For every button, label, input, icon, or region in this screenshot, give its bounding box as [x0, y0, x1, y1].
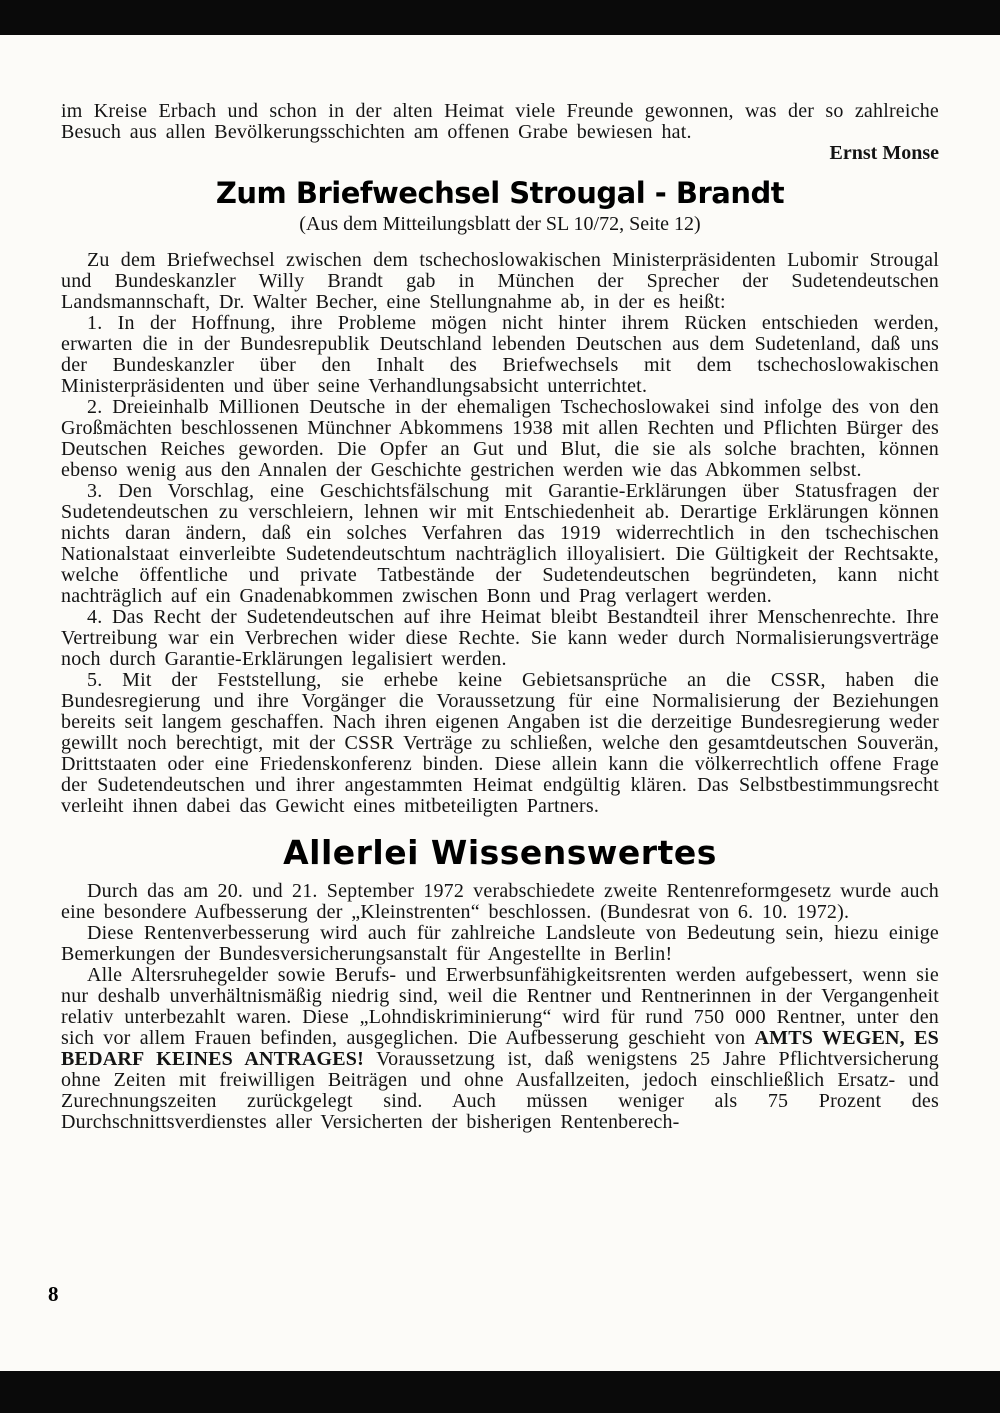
paragraph — [61, 313, 939, 397]
article-body-briefwechsel — [61, 250, 939, 817]
paragraph — [61, 965, 939, 1133]
text-segment: 1. In der Hoffnung, ihre Probleme mögen nicht hinter ihrem Rücken entschieden werden, erwarten die in der Bundesrepublik Deutschland lebenden Deutschen aus dem Sudetenland, daß uns der Bundeskanzler über den Inhalt des Briefwechsels mit dem tschechoslowakischen Ministerpräsidenten und über seine Verhandlungsabsicht unterrichtet. — [61, 312, 939, 397]
paragraph — [61, 881, 939, 923]
paragraph — [61, 923, 939, 965]
paragraph — [61, 250, 939, 313]
text-segment: 3. Den Vorschlag, eine Geschichtsfälschung mit Garantie-Erklärungen über Statusfragen der Sudetendeutschen zu verschleiern, lehnen wir mit Entschiedenheit ab. Derartige Erklärungen können nichts daran ändern, daß ein solches Verfahren das 1919 widerrechtlich in den tschechischen Nationalstaat einverleibte Sudetendeutschtum nachträglich illoyalisiert. Die Gültigkeit der Rechtsakte, welche öffentliche und private Tatbestände der Sudetendeutschen begründeten, kann nicht nachträglich auf ein Gnadenabkommen zwischen Bonn und Prag verlagert werden. — [61, 480, 939, 607]
byline: Ernst Monse — [829, 142, 939, 164]
article-body-wissenswertes — [61, 881, 939, 1133]
page-number: 8 — [48, 1282, 59, 1306]
text-segment: 4. Das Recht der Sudetendeutschen auf ihre Heimat bleibt Bestandteil ihrer Menschenrechte. Ihre Vertreibung war ein Verbrechen wider diese Rechte. Sie kann weder durch Normalisierungsverträge noch durch Garantie-Erklärungen legalisiert werden. — [61, 606, 939, 670]
paragraph — [61, 481, 939, 607]
article-subtitle-source: (Aus dem Mitteilungsblatt der SL 10/72, Seite 12) — [299, 213, 701, 235]
page-content — [61, 35, 939, 1133]
text-segment: 2. Dreieinhalb Millionen Deutsche in der ehemaligen Tschechoslowakei sind infolge des von den Großmächten beschlossenen Münchner Abkommens 1938 mit allen Rechten und Pflichten Bürger des Deutschen Reiches geworden. Die Opfer an Gut und Blut, die sie als solche brachten, können ebenso wenig aus den Annalen der Geschichte gestrichen werden wie das Abkommen selbst. — [61, 396, 939, 481]
continued-paragraph: im Kreise Erbach und schon in der alten Heimat viele Freunde gewonnen, was der so zahlreiche Besuch aus allen Bevölkerungsschichten am offenen Grabe bewiesen hat. — [61, 100, 939, 143]
text-segment: Voraussetzung ist, daß wenigstens 25 Jahre Pflichtversicherung ohne Zeiten mit freiwilligen Beiträgen und ohne Ausfallzeiten, jedoch einschließlich Ersatz- und Zurechnungszeiten zurückgelegt sind. Auch müssen weniger als 75 Prozent des Durchschnittsverdienstes aller Versicherten der bisherigen Rentenberech- — [61, 1048, 939, 1133]
paragraph — [61, 397, 939, 481]
text-segment: Zu dem Briefwechsel zwischen dem tschechoslowakischen Ministerpräsidenten Lubomir Strougal und Bundeskanzler Willy Brandt gab in München der Sprecher der Sudetendeutschen Landsmannschaft, Dr. Walter Becher, eine Stellungnahme ab, in der es heißt: — [61, 249, 939, 313]
article-title-wissenswertes: Allerlei Wissenswertes — [283, 833, 717, 872]
paragraph — [61, 670, 939, 817]
paragraph — [61, 607, 939, 670]
text-segment: Alle Altersruhegelder sowie Berufs- und Erwerbsunfähigkeitsrenten werden aufgebessert, wenn sie nur deshalb unverhältnismäßig niedrig sind, weil die Rentner und Rentnerinnen in der Vergangenheit relativ unterbezahlt waren. Diese „Lohndiskriminierung“ wird für rund 750 000 Rentner, unter den sich vor allem Frauen befinden, ausgeglichen. Die Aufbesserung geschieht von — [61, 964, 939, 1049]
text-segment: Diese Rentenverbesserung wird auch für zahlreiche Landsleute von Bedeutung sein, hiezu einige Bemerkungen der Bundesversicherungsanstalt für Angestellte in Berlin! — [61, 922, 939, 965]
scan-edge-top — [0, 0, 1000, 35]
text-segment: 5. Mit der Feststellung, sie erhebe keine Gebietsansprüche an die CSSR, haben die Bundesregierung und ihre Vorgänger die Voraussetzung für eine Normalisierung der Beziehungen bereits seit langem geschaffen. Nach ihren eigenen Angaben ist die derzeitige Bundesregierung weder gewillt noch berechtigt, mit der CSSR Verträge zu schließen, welche den gesamtdeutschen Souverän, Drittstaaten oder eine Friedenskonferenz binden. Diese allein kann die völkerrechtlich offene Frage der Sudetendeutschen und ihrer angestammten Heimat endgültig klären. Das Selbstbestimmungsrecht verleiht ihnen dabei das Gewicht eines mitbeteiligten Partners. — [61, 669, 939, 817]
article-title-briefwechsel: Zum Briefwechsel Strougal - Brandt — [215, 176, 785, 210]
scan-edge-bottom — [0, 1371, 1000, 1413]
text-segment: Durch das am 20. und 21. September 1972 verabschiedete zweite Rentenreformgesetz wurde auch eine besondere Aufbesserung der „Kleinstrenten“ beschlossen. (Bundesrat von 6. 10. 1972). — [61, 880, 939, 923]
emphasis-bold: AMTS WEGEN, ES BEDARF KEINES ANTRAGES! — [61, 1027, 939, 1070]
